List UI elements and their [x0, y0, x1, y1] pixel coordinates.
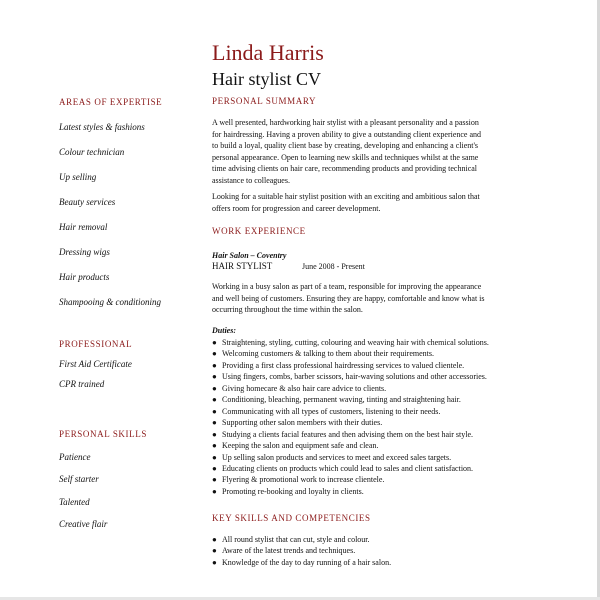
sidebar-item: Creative flair [59, 519, 108, 529]
bullet-icon: ● [212, 429, 217, 439]
text-line: Working in a busy salon as part of a team, responsible for improving the appearance [212, 282, 482, 291]
bullet-text: Up selling salon products and services to meet and exceed sales targets. [222, 452, 452, 462]
bullet-item [212, 440, 542, 451]
employer: Hair Salon – Coventry [212, 251, 287, 260]
bullet-item [212, 417, 542, 428]
sidebar-item: Patience [59, 451, 91, 462]
bullet-text: Providing a first class professional hairdressing services to valued clientele. [222, 360, 465, 370]
bullet-icon: ● [212, 557, 217, 567]
bullet-icon: ● [212, 452, 217, 462]
job-dates: June 2008 - Present [302, 262, 365, 271]
bullet-item [212, 337, 542, 348]
bullet-icon: ● [212, 338, 217, 347]
personal-summary-heading: PERSONAL SUMMARY [212, 96, 317, 106]
professional-list [59, 358, 204, 390]
bullet-text: Giving homecare & also hair care advice to clients. [222, 383, 387, 393]
key-skills-heading: KEY SKILLS AND COMPETENCIES [212, 513, 371, 523]
bullet-icon: ● [212, 372, 217, 382]
bullet-text: Educating clients on products which could lead to sales and client satisfaction. [222, 463, 474, 473]
personal-skills-heading: PERSONAL SKILLS [59, 429, 147, 439]
bullet-item [212, 545, 542, 556]
bullet-icon: ● [212, 406, 217, 416]
bullet-icon: ● [212, 486, 217, 496]
sidebar-item: CPR trained [59, 379, 105, 389]
bullet-item [212, 474, 542, 485]
sidebar-item: Colour technician [59, 147, 125, 157]
bullet-item [212, 429, 542, 440]
bullet-text: Keeping the salon and equipment safe and clean. [222, 441, 379, 451]
text-line: and well being of customers. Ensuring they are happy, comfortable and know what is [212, 293, 485, 303]
sidebar-item: Hair removal [59, 222, 108, 232]
bullet-text: Using fingers, combs, barber scissors, hair-waving solutions and other accessories. [222, 372, 487, 382]
text-line: to build a loyal, quality client base by creating, developing and enhancing a client's [212, 141, 479, 151]
bullet-item [212, 383, 542, 394]
bullet-item [212, 463, 542, 474]
bullet-icon: ● [212, 546, 217, 556]
bullet-text: Supporting other salon members with their duties. [222, 418, 383, 428]
sidebar-item: First Aid Certificate [59, 359, 132, 369]
expertise-list [59, 121, 204, 308]
bullet-text: Flyering & promotional work to increase clientele. [222, 475, 385, 485]
bullet-text: Communicating with all types of customers, listening to their needs. [222, 406, 441, 416]
bullet-text: Welcoming customers & talking to them about their requirements. [222, 349, 434, 359]
text-line: for hairdressing. Having a proven ability to give a outstanding client experience and [212, 129, 482, 139]
bullet-item [212, 394, 542, 405]
sidebar-item: Up selling [59, 172, 97, 182]
bullet-icon: ● [212, 418, 217, 428]
sidebar-item: Self starter [59, 474, 99, 484]
duties-label: Duties: [212, 326, 236, 335]
sidebar-item: Dressing wigs [59, 247, 110, 257]
text-line: personal appearance. Open to learning new skills and techniques whilst at the same [212, 152, 479, 162]
bullet-item [212, 452, 542, 463]
bullet-text: Knowledge of the day to day running of a hair salon. [222, 557, 392, 567]
bullet-icon: ● [212, 349, 217, 359]
sidebar-item: Beauty services [59, 197, 116, 207]
bullet-text: Studying a clients facial features and then advising them on the best hair style. [222, 429, 474, 439]
bullet-icon: ● [212, 535, 217, 544]
areas-of-expertise-heading: AREAS OF EXPERTISE [59, 97, 163, 107]
bullet-item [212, 406, 542, 417]
personal-skills-list [59, 451, 204, 531]
bullet-item [212, 371, 542, 382]
personal-skills-section [59, 428, 204, 530]
summary-paragraph [212, 191, 532, 214]
text-line: time advising clients on hair care, recommending products and providing technical [212, 164, 478, 174]
bullet-icon: ● [212, 475, 217, 485]
bullet-icon: ● [212, 360, 217, 370]
bullet-icon: ● [212, 463, 217, 473]
bullet-text: Promoting re-booking and loyalty in clients. [222, 486, 364, 496]
bullet-icon: ● [212, 383, 217, 393]
cv-title: Hair stylist CV [212, 69, 322, 89]
key-skills-list [212, 534, 542, 568]
bullet-text: Conditioning, bleaching, permanent waving, tinting and straightening hair. [222, 395, 461, 405]
job-title: HAIR STYLIST [212, 261, 273, 271]
text-line: A well presented, hardworking hair stylist with a pleasant personality and a passion [212, 118, 479, 127]
sidebar-item: Shampooing & conditioning [59, 297, 161, 307]
bullet-text: Straightening, styling, cutting, colouring and weaving hair with chemical solutions. [222, 338, 489, 347]
bullet-item [212, 534, 542, 545]
candidate-name: Linda Harris [212, 40, 324, 65]
bullet-item [212, 360, 542, 371]
bullet-icon: ● [212, 441, 217, 451]
text-line: Looking for a suitable hair stylist position with an exciting and ambitious salon that [212, 192, 480, 201]
duties-list [212, 337, 542, 497]
areas-of-expertise-section [59, 96, 204, 308]
sidebar-item: Hair products [59, 272, 110, 282]
sidebar-item: Latest styles & fashions [59, 122, 145, 132]
bullet-text: Aware of the latest trends and techniques. [222, 546, 356, 556]
professional-section [59, 338, 204, 390]
text-line: assistance to colleagues. [212, 175, 290, 185]
bullet-icon: ● [212, 395, 217, 405]
bullet-item [212, 557, 542, 568]
bullet-item [212, 348, 542, 359]
bullet-item [212, 486, 542, 497]
professional-heading: PROFESSIONAL [59, 339, 133, 349]
text-line: offers room for progression and career development. [212, 203, 381, 213]
work-experience-heading: WORK EXPERIENCE [212, 226, 306, 236]
bullet-text: All round stylist that can cut, style and colour. [222, 535, 370, 544]
sidebar-item: Talented [59, 496, 90, 507]
text-line: occurring throughout the time within the salon. [212, 305, 363, 315]
job-description [212, 281, 532, 316]
summary-paragraph [212, 117, 532, 187]
